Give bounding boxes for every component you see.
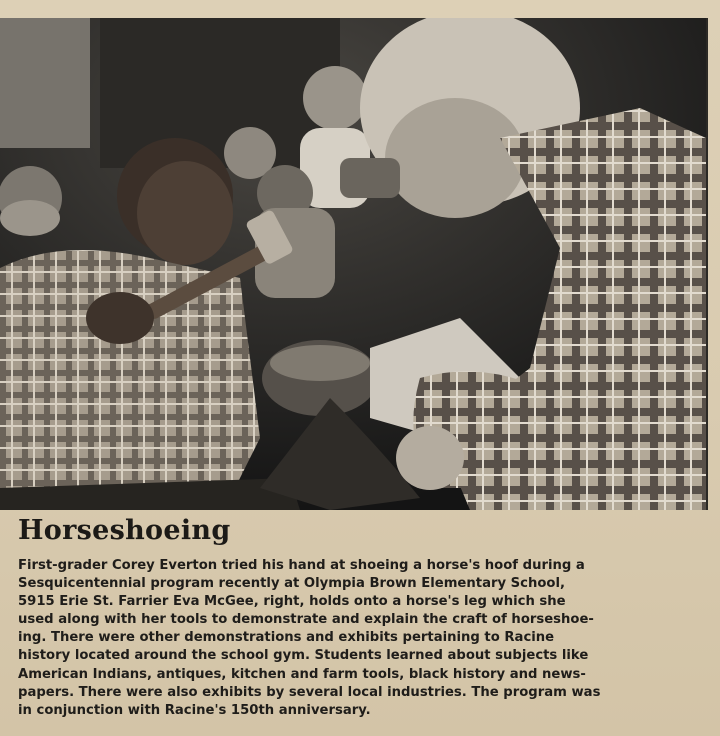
background-child xyxy=(303,66,367,130)
woman-hand xyxy=(396,426,464,490)
wall-panel xyxy=(0,18,90,148)
photo-illustration xyxy=(0,18,706,510)
caption-line: history located around the school gym. Students learned about subjects like xyxy=(18,648,589,664)
caption-line: First-grader Corey Everton tried his hand at shoeing a horse's hoof during a xyxy=(18,558,585,573)
caption-line: papers. There were also exhibits by several local industries. The program was xyxy=(18,684,601,700)
caption-line: Sesquicentennial program recently at Olympia Brown Elementary School, xyxy=(18,576,566,592)
news-photo xyxy=(0,18,708,510)
boy-plaid-shirt xyxy=(0,250,260,510)
headline: Horseshoeing xyxy=(18,515,231,546)
caption-line: in conjunction with Racine's 150th anniversary. xyxy=(18,702,371,718)
caption-line: used along with her tools to demonstrate and explain the craft of horseshoe- xyxy=(18,612,594,628)
boy-hand xyxy=(86,292,154,344)
caption-line: 5915 Erie St. Farrier Eva McGee, right, holds onto a horse's leg which she xyxy=(18,594,566,610)
caption-line: ing. There were other demonstrations and exhibits pertaining to Racine xyxy=(18,630,555,646)
caption-line: American Indians, antiques, kitchen and farm tools, black history and news- xyxy=(18,666,586,682)
caption xyxy=(18,557,674,720)
